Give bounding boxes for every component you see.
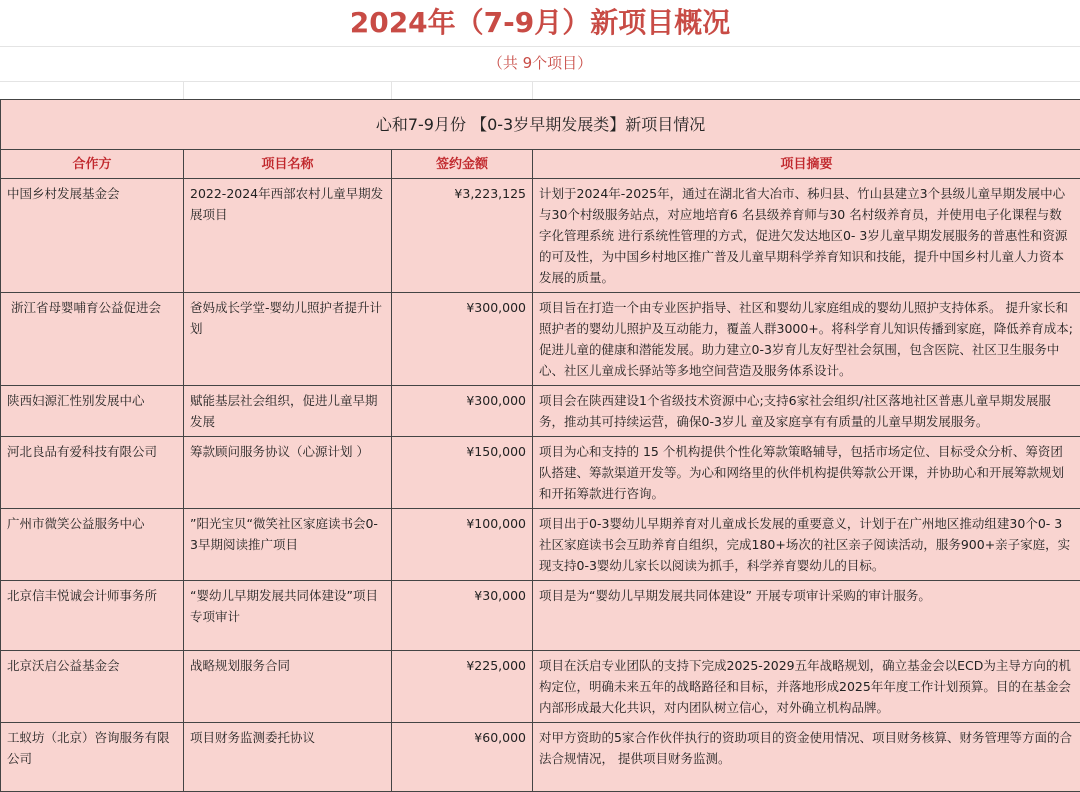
table-row <box>1 509 1080 581</box>
table-row <box>1 581 1080 651</box>
amount-cell: ¥3,223,125 <box>392 179 533 293</box>
table-row <box>1 293 1080 386</box>
summary-cell: 计划于2024年-2025年，通过在湖北省大冶市、秭归县、竹山县建立3个县级儿童早期发展中心与30个村级服务站点，对应地培育6 名县级养育师与30 名村级养育员，并使用电子化课程与数字化管理系统 进行系统性管理的方式，促进欠发达地区0- 3岁儿童早期发展服务的普惠性和资源的可及性，为中国乡村地区推广普及儿童早期科学养育知识和技能，提升中国乡村儿童人力资本发展的质量。 <box>533 179 1080 293</box>
project-cell: “婴幼儿早期发展共同体建设”项目专项审计 <box>184 581 392 651</box>
column-header-summary: 项目摘要 <box>533 150 1080 179</box>
column-header-amount: 签约金额 <box>392 150 533 179</box>
project-count: （共 9个项目） <box>0 46 1080 81</box>
sheet-header <box>0 0 1080 99</box>
table-row <box>1 386 1080 437</box>
partner-cell: 浙江省母婴哺育公益促进会 <box>1 293 184 386</box>
amount-cell: ¥60,000 <box>392 723 533 792</box>
summary-cell: 项目在沃启专业团队的支持下完成2025-2029五年战略规划，确立基金会以ECD为主导方向的机构定位，明确未来五年的战略路径和目标，并落地形成2025年年度工作计划预算。目的在基金会内部形成最大化共识，对内团队树立信心，对外确立机构品牌。 <box>533 651 1080 723</box>
table-row <box>1 179 1080 293</box>
amount-cell: ¥150,000 <box>392 437 533 509</box>
partner-cell: 北京信丰悦诚会计师事务所 <box>1 581 184 651</box>
project-cell: 2022-2024年西部农村儿童早期发展项目 <box>184 179 392 293</box>
summary-cell: 项目旨在打造一个由专业医护指导、社区和婴幼儿家庭组成的婴幼儿照护支持体系。 提升家长和照护者的婴幼儿照护及互动能力，覆盖人群3000+。将科学育儿知识传播到家庭，降低养育成本;促进儿童的健康和潜能发展。助力建立0-3岁育儿友好型社会氛围，包含医院、社区卫生服务中心、社区儿童成长驿站等多地空间营造及服务体系设计。 <box>533 293 1080 386</box>
project-cell: 赋能基层社会组织，促进儿童早期发展 <box>184 386 392 437</box>
project-cell: ”阳光宝贝“微笑社区家庭读书会0-3早期阅读推广项目 <box>184 509 392 581</box>
summary-cell: 项目出于0-3婴幼儿早期养育对儿童成长发展的重要意义，计划于在广州地区推动组建30个0- 3 社区家庭读书会互助养育自组织，完成180+场次的社区亲子阅读活动，服务900+亲子家庭，实现支持0-3婴幼儿家长以阅读为抓手，科学养育婴幼儿的目标。 <box>533 509 1080 581</box>
project-cell: 战略规划服务合同 <box>184 651 392 723</box>
section-title: 心和7-9月份 【0-3岁早期发展类】新项目情况 <box>1 100 1080 150</box>
amount-cell: ¥300,000 <box>392 293 533 386</box>
summary-cell: 项目会在陕西建设1个省级技术资源中心;支持6家社会组织/社区落地社区普惠儿童早期发展服务，推动其可持续运营，确保0-3岁儿 童及家庭享有有质量的儿童早期发展服务。 <box>533 386 1080 437</box>
partner-cell: 河北良品有爱科技有限公司 <box>1 437 184 509</box>
amount-cell: ¥100,000 <box>392 509 533 581</box>
amount-cell: ¥225,000 <box>392 651 533 723</box>
partner-cell: 北京沃启公益基金会 <box>1 651 184 723</box>
amount-cell: ¥30,000 <box>392 581 533 651</box>
column-header-partner: 合作方 <box>1 150 184 179</box>
summary-cell: 项目是为“婴幼儿早期发展共同体建设” 开展专项审计采购的审计服务。 <box>533 581 1080 651</box>
projects-table <box>0 99 1080 792</box>
column-header-project: 项目名称 <box>184 150 392 179</box>
project-cell: 爸妈成长学堂-婴幼儿照护者提升计划 <box>184 293 392 386</box>
table-row <box>1 723 1080 792</box>
table-row <box>1 651 1080 723</box>
summary-cell: 对甲方资助的5家合作伙伴执行的资助项目的资金使用情况、项目财务核算、财务管理等方面的合法合规情况， 提供项目财务监测。 <box>533 723 1080 792</box>
partner-cell: 中国乡村发展基金会 <box>1 179 184 293</box>
project-cell: 筹款顾问服务协议（心源计划 ） <box>184 437 392 509</box>
project-cell: 项目财务监测委托协议 <box>184 723 392 792</box>
partner-cell: 广州市微笑公益服务中心 <box>1 509 184 581</box>
amount-cell: ¥300,000 <box>392 386 533 437</box>
table-row <box>1 437 1080 509</box>
partner-cell: 工蚁坊（北京）咨询服务有限公司 <box>1 723 184 792</box>
page-title: 2024年（7-9月）新项目概况 <box>0 0 1080 46</box>
partner-cell: 陕西妇源汇性别发展中心 <box>1 386 184 437</box>
summary-cell: 项目为心和支持的 15 个机构提供个性化筹款策略辅导，包括市场定位、目标受众分析、筹资团队搭建、筹款渠道开发等。为心和网络里的伙伴机构提供筹款公开课，并协助心和开展筹款规划和开拓筹款进行咨询。 <box>533 437 1080 509</box>
